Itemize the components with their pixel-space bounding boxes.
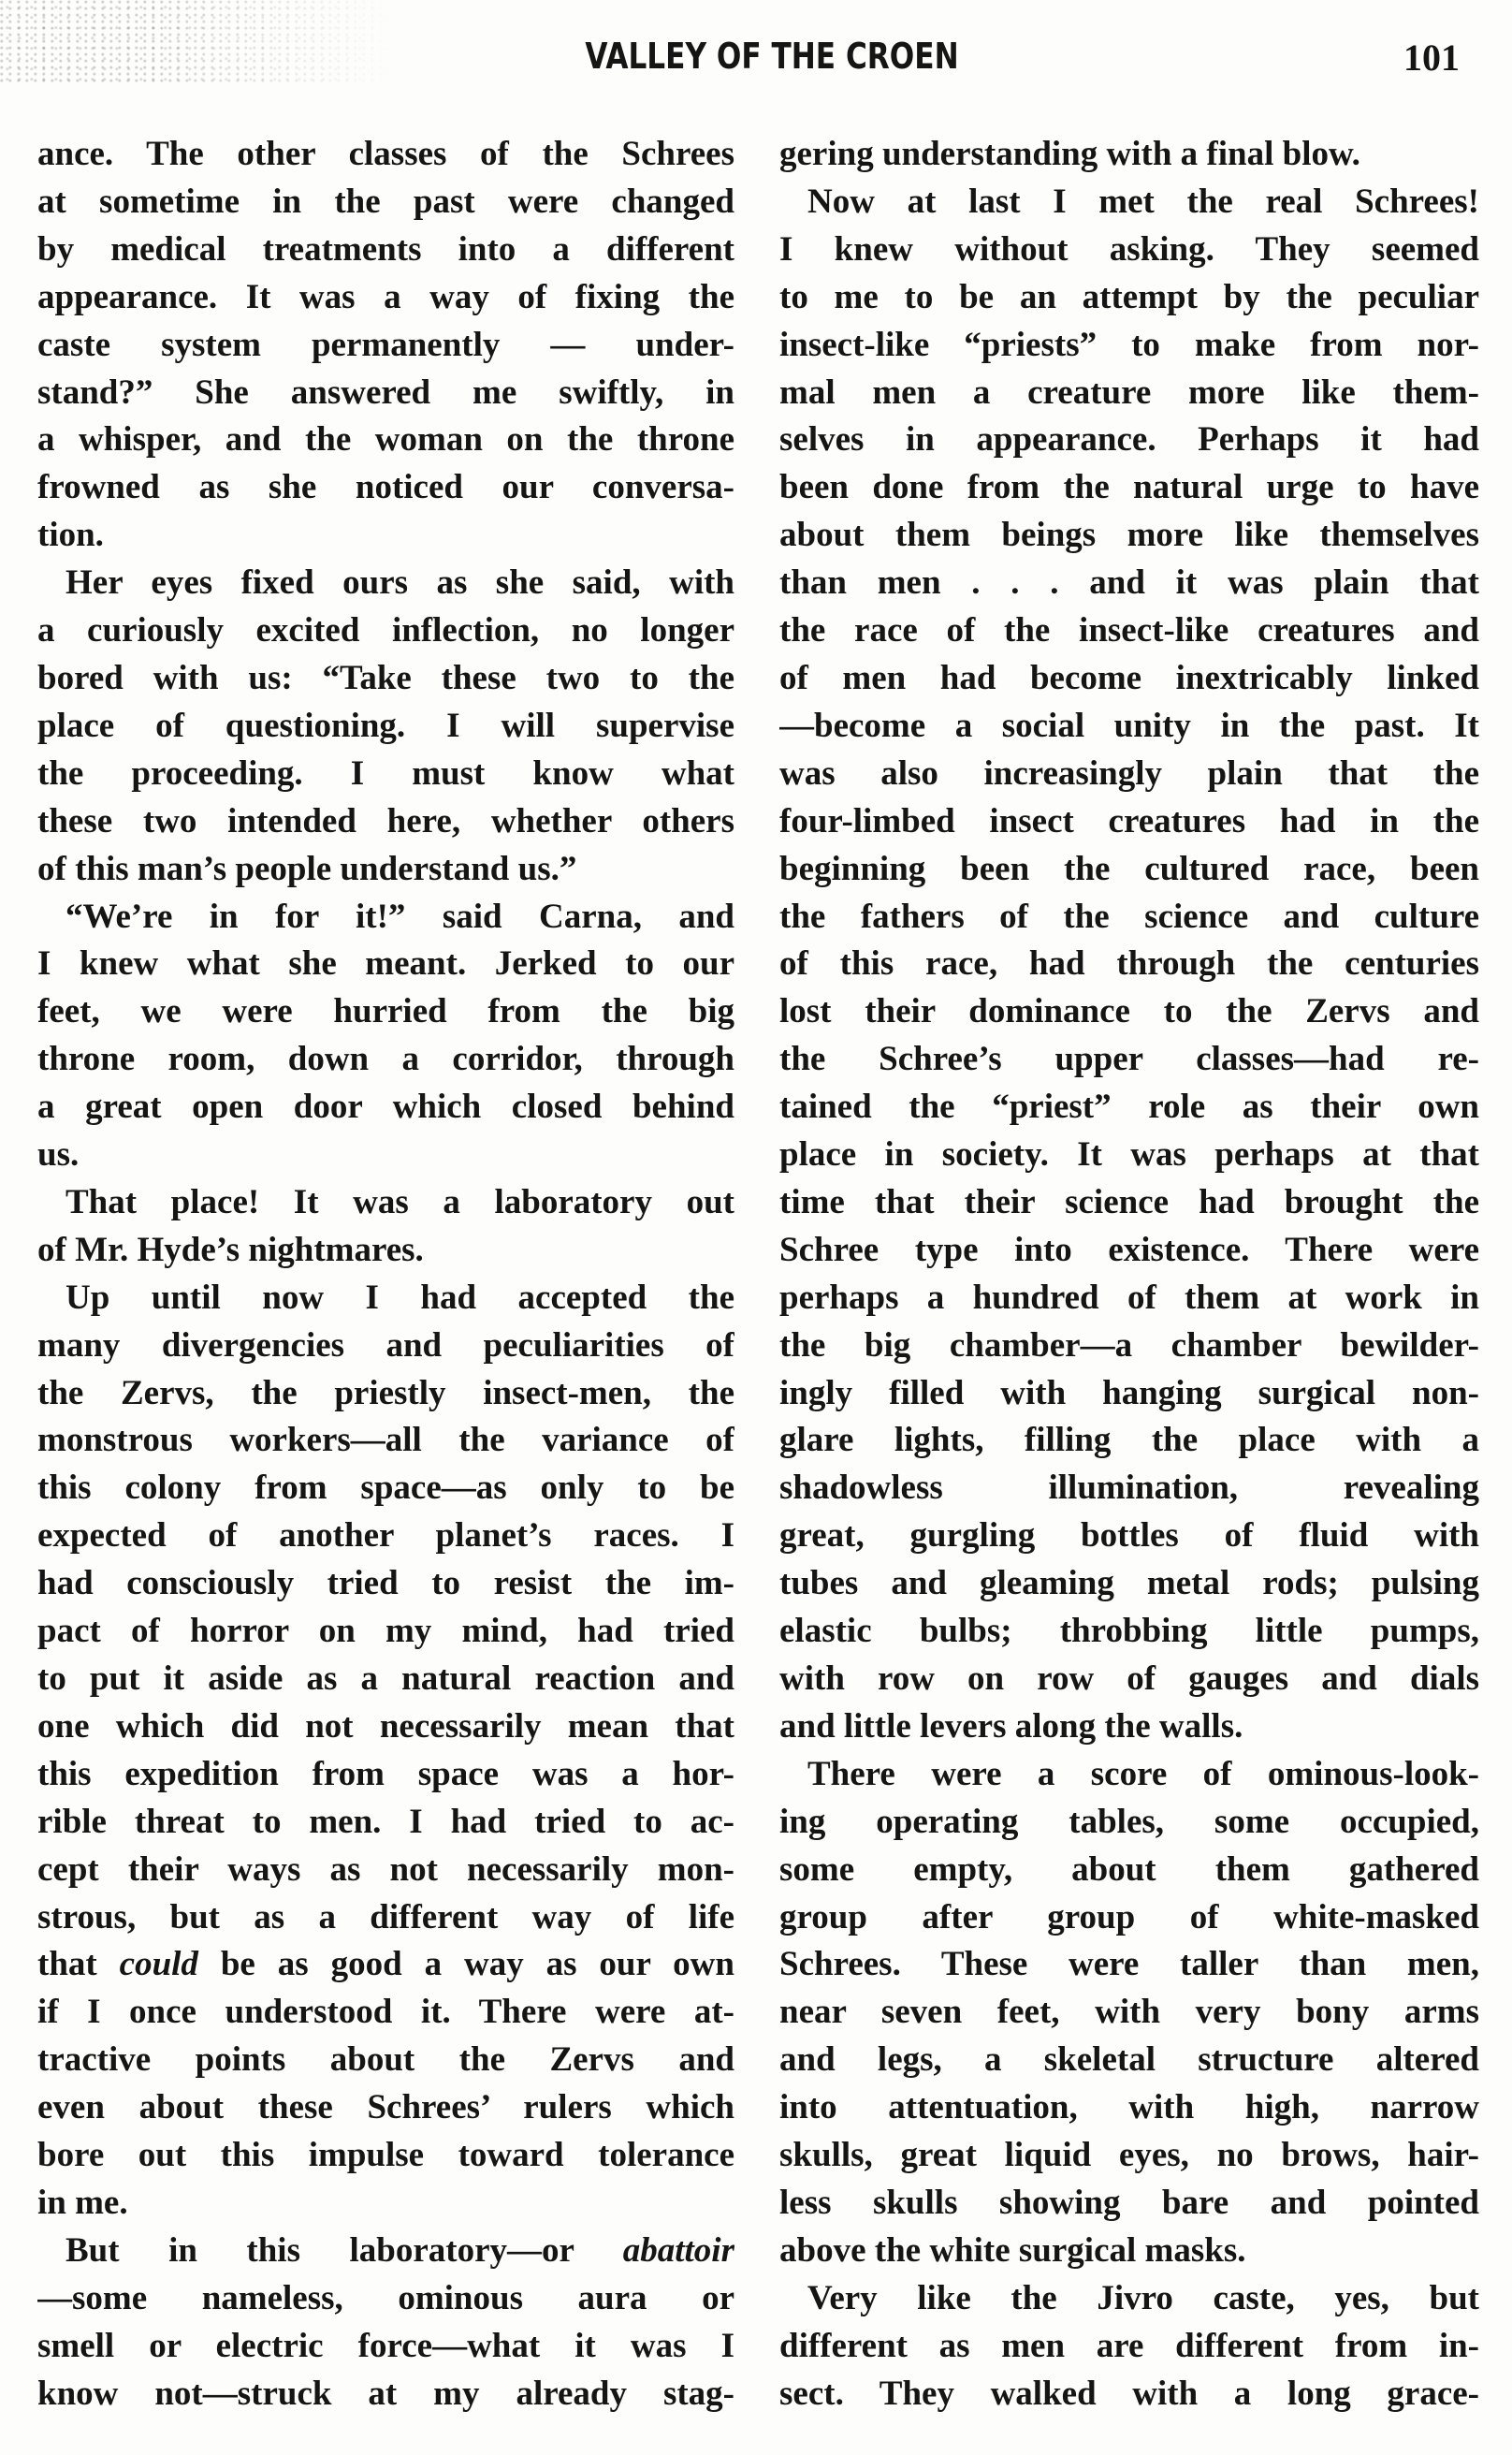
line-text: shadowless illumination, revealing: [779, 1469, 1479, 1508]
line-text: Now at last I met the real Schrees!: [807, 182, 1479, 221]
line-text: caste system permanently — under-: [37, 325, 734, 364]
line-text: time that their science had brought the: [779, 1182, 1479, 1221]
page-number: 101: [1403, 37, 1460, 79]
text-line: [37, 416, 734, 464]
text-line: [779, 798, 1479, 846]
text-line: [779, 1179, 1479, 1227]
text-line: [37, 1512, 734, 1560]
text-line: [37, 941, 734, 988]
text-line: [37, 2180, 734, 2228]
text-line: [37, 274, 734, 322]
line-text: great, gurgling bottles of fluid with: [779, 1516, 1479, 1556]
text-line: [779, 655, 1479, 703]
line-text: tubes and gleaming metal rods; pulsing: [779, 1564, 1479, 1603]
text-line: [779, 131, 1479, 179]
text-line: [37, 2371, 734, 2418]
line-text: tion.: [37, 516, 104, 555]
italic-text: could: [119, 1945, 198, 1984]
line-text: place in society. It was perhaps at that: [779, 1135, 1479, 1175]
text-line: [779, 2180, 1479, 2228]
line-text: a great open door which closed behind: [37, 1088, 734, 1127]
line-text: the big chamber—a chamber bewilder-: [779, 1325, 1479, 1365]
line-text: a whisper, and the woman on the throne: [37, 420, 734, 460]
text-line: [37, 1894, 734, 1942]
text-line: [779, 1275, 1479, 1322]
line-text: frowned as she noticed our conversa-: [37, 468, 734, 507]
line-text: some empty, about them gathered: [779, 1849, 1479, 1889]
text-line: [37, 1799, 734, 1847]
line-text: mal men a creature more like them-: [779, 373, 1479, 412]
line-text: a curiously excited inflection, no longer: [37, 611, 734, 650]
line-text: bored with us: “Take these two to the: [37, 658, 734, 697]
line-text: this colony from space—as only to be: [37, 1469, 734, 1508]
line-text: group after group of white-masked: [779, 1897, 1479, 1936]
text-line: [779, 2323, 1479, 2371]
running-head-title: VALLEY OF THE CROEN: [585, 36, 959, 77]
line-text: of this race, had through the centuries: [779, 944, 1479, 984]
text-line: [779, 1227, 1479, 1275]
text-line: [779, 1941, 1479, 1989]
text-line: [779, 1370, 1479, 1418]
line-text: “We’re in for it!” said Carna, and: [65, 897, 734, 936]
line-text: strous, but as a different way of life: [37, 1897, 734, 1936]
line-text: this expedition from space was a hor-: [37, 1754, 734, 1793]
line-text: by medical treatments into a different: [37, 229, 734, 269]
text-line: [37, 798, 734, 846]
text-line: [37, 1227, 734, 1275]
line-text: about them beings more like themselves: [779, 516, 1479, 555]
text-line: [37, 2132, 734, 2180]
text-line: [37, 227, 734, 274]
line-text: the Zervs, the priestly insect-men, the: [37, 1373, 734, 1412]
text-line: [37, 1608, 734, 1656]
text-line: [779, 894, 1479, 942]
line-text: the race of the insect-like creatures and: [779, 611, 1479, 650]
line-text: one which did not necessarily mean that: [37, 1706, 734, 1746]
text-line: [779, 416, 1479, 464]
line-text: sect. They walked with a long grace-: [779, 2374, 1479, 2413]
line-text: Her eyes fixed ours as she said, with: [65, 563, 734, 603]
line-text: that: [37, 1945, 120, 1984]
text-line: [37, 751, 734, 798]
line-text: four-limbed insect creatures had in the: [779, 801, 1479, 840]
paragraph: [37, 894, 734, 1179]
line-text: I knew without asking. They seemed: [779, 229, 1479, 269]
line-text: at sometime in the past were changed: [37, 182, 734, 221]
text-line: [37, 1751, 734, 1799]
text-line: [37, 988, 734, 1036]
text-line: [779, 703, 1479, 751]
line-text: monstrous workers—all the variance of: [37, 1421, 734, 1460]
line-text: above the white surgical masks.: [779, 2230, 1246, 2270]
text-line: [37, 1465, 734, 1512]
line-text: to me to be an attempt by the peculiar: [779, 277, 1479, 316]
text-line: [779, 1989, 1479, 2037]
line-text: Schree type into existence. There were: [779, 1230, 1479, 1269]
line-text: know not—struck at my already stag-: [37, 2374, 734, 2413]
text-line: [779, 1084, 1479, 1132]
text-line: [779, 988, 1479, 1036]
paragraph: [779, 1751, 1479, 2275]
text-line: [37, 560, 734, 607]
text-line: [779, 1656, 1479, 1703]
text-line: [37, 607, 734, 655]
line-text: less skulls showing bare and pointed: [779, 2183, 1479, 2222]
text-line: [37, 655, 734, 703]
paragraph: [37, 1179, 734, 1275]
text-line: [37, 322, 734, 370]
line-text: Up until now I had accepted the: [65, 1278, 734, 1317]
line-text: near seven feet, with very bony arms: [779, 1993, 1479, 2032]
text-line: [37, 131, 734, 179]
text-line: [779, 1847, 1479, 1894]
line-text: the fathers of the science and culture: [779, 897, 1479, 936]
line-text: insect-like “priests” to make from nor-: [779, 325, 1479, 364]
line-text: ing operating tables, some occupied,: [779, 1802, 1479, 1841]
line-text: and legs, a skeletal structure altered: [779, 2040, 1479, 2080]
line-text: skulls, great liquid eyes, no brows, hair-: [779, 2136, 1479, 2175]
text-line: [37, 1132, 734, 1179]
text-line: [779, 322, 1479, 370]
line-text: expected of another planet’s races. I: [37, 1516, 734, 1556]
line-text: place of questioning. I will supervise: [37, 706, 734, 745]
line-text: these two intended here, whether others: [37, 801, 734, 840]
text-line: [779, 512, 1479, 560]
line-text: elastic bulbs; throbbing little pumps,: [779, 1612, 1479, 1651]
text-line: [779, 2084, 1479, 2132]
line-text: beginning been the cultured race, been: [779, 849, 1479, 888]
text-line: [37, 1847, 734, 1894]
text-line: [37, 464, 734, 512]
text-line: [779, 846, 1479, 894]
line-text: smell or electric force—what it was I: [37, 2326, 734, 2365]
text-line: [37, 1989, 734, 2037]
line-text: into attentuation, with high, narrow: [779, 2088, 1479, 2127]
text-line: [37, 1036, 734, 1084]
line-text: perhaps a hundred of them at work in: [779, 1278, 1479, 1317]
paragraph: [37, 131, 734, 560]
paragraph: [779, 2275, 1479, 2418]
line-text: been done from the natural urge to have: [779, 468, 1479, 507]
line-text: appearance. It was a way of fixing the: [37, 277, 734, 316]
line-text: tractive points about the Zervs and: [37, 2040, 734, 2080]
text-line: [779, 1703, 1479, 1751]
text-line: [779, 1465, 1479, 1512]
text-line: [37, 1179, 734, 1227]
line-text: to put it aside as a natural reaction and: [37, 1659, 734, 1698]
text-line: [37, 1656, 734, 1703]
line-text: of Mr. Hyde’s nightmares.: [37, 1230, 424, 1269]
line-text: with row on row of gauges and dials: [779, 1659, 1479, 1698]
line-text: in me.: [37, 2183, 128, 2222]
text-line: [37, 512, 734, 560]
paragraph: [779, 179, 1479, 1751]
line-text: be as good a way as our own: [197, 1945, 734, 1984]
line-text: Schrees. These were taller than men,: [779, 1945, 1479, 1984]
text-line: [779, 1608, 1479, 1656]
text-line: [779, 2037, 1479, 2084]
text-line: [779, 1322, 1479, 1370]
line-text: even about these Schrees’ rulers which: [37, 2088, 734, 2127]
text-line: [37, 703, 734, 751]
text-line: [779, 1036, 1479, 1084]
line-text: selves in appearance. Perhaps it had: [779, 420, 1479, 460]
text-line: [37, 846, 734, 894]
line-text: —become a social unity in the past. It: [779, 706, 1479, 745]
line-text: stand?” She answered me swiftly, in: [37, 373, 734, 412]
line-text: us.: [37, 1135, 80, 1175]
text-line: [779, 2228, 1479, 2275]
paragraph: [37, 560, 734, 893]
text-line: [37, 2084, 734, 2132]
text-line: [779, 1894, 1479, 1942]
text-line: [779, 751, 1479, 798]
text-line: [779, 2275, 1479, 2323]
text-column-left: [37, 131, 734, 2418]
text-line: [779, 2371, 1479, 2418]
text-line: [37, 1322, 734, 1370]
paragraph: [37, 2228, 734, 2418]
text-line: [779, 179, 1479, 227]
text-line: [779, 1417, 1479, 1465]
text-line: [37, 1370, 734, 1418]
line-text: the Schree’s upper classes—had re-: [779, 1040, 1479, 1079]
line-text: glare lights, filling the place with a: [779, 1421, 1479, 1460]
text-line: [779, 274, 1479, 322]
line-text: bore out this impulse toward tolerance: [37, 2136, 734, 2175]
text-line: [779, 1799, 1479, 1847]
line-text: That place! It was a laboratory out: [65, 1182, 734, 1221]
line-text: tained the “priest” role as their own: [779, 1088, 1479, 1127]
line-text: throne room, down a corridor, through: [37, 1040, 734, 1079]
text-line: [37, 1560, 734, 1608]
line-text: feet, we were hurried from the big: [37, 992, 734, 1031]
line-text: —some nameless, ominous aura or: [37, 2278, 734, 2317]
line-text: and little levers along the walls.: [779, 1706, 1243, 1746]
text-line: [779, 1132, 1479, 1179]
text-line: [37, 1703, 734, 1751]
line-text: ingly filled with hanging surgical non-: [779, 1373, 1479, 1412]
line-text: I knew what she meant. Jerked to our: [37, 944, 734, 984]
text-line: [37, 894, 734, 942]
text-line: [37, 370, 734, 417]
line-text: was also increasingly plain that the: [779, 753, 1479, 793]
text-line: [37, 1417, 734, 1465]
text-line: [37, 179, 734, 227]
text-line: [779, 1751, 1479, 1799]
line-text: gering understanding with a final blow.: [779, 135, 1360, 173]
line-text: pact of horror on my mind, had tried: [37, 1612, 734, 1651]
text-line: [779, 2132, 1479, 2180]
line-text: There were a score of ominous-look-: [807, 1754, 1479, 1793]
line-text: than men . . . and it was plain that: [779, 563, 1479, 603]
text-line: [37, 2037, 734, 2084]
text-line: [37, 1084, 734, 1132]
paragraph: [37, 1275, 734, 2228]
line-text: Very like the Jivro caste, yes, but: [807, 2278, 1479, 2317]
text-line: [779, 941, 1479, 988]
text-line: [37, 1275, 734, 1322]
text-line: [779, 1512, 1479, 1560]
line-text: rible threat to men. I had tried to ac-: [37, 1802, 734, 1841]
line-text: But in this laboratory—or: [65, 2230, 623, 2270]
text-line: [779, 1560, 1479, 1608]
line-text: of this man’s people understand us.”: [37, 849, 577, 888]
italic-text: abattoir: [622, 2230, 734, 2270]
line-text: ance. The other classes of the Schrees: [37, 135, 734, 173]
text-line: [37, 2323, 734, 2371]
text-line: [37, 2228, 734, 2275]
text-column-right: [779, 131, 1479, 2418]
line-text: different as men are different from in-: [779, 2326, 1479, 2365]
text-line: [37, 2275, 734, 2323]
line-text: cept their ways as not necessarily mon-: [37, 1849, 734, 1889]
paragraph: [779, 131, 1479, 179]
text-line: [779, 464, 1479, 512]
line-text: if I once understood it. There were at-: [37, 1993, 734, 2032]
text-line: [779, 607, 1479, 655]
text-line: [779, 560, 1479, 607]
line-text: had consciously tried to resist the im-: [37, 1564, 734, 1603]
text-line: [779, 370, 1479, 417]
line-text: the proceeding. I must know what: [37, 753, 734, 793]
text-line: [779, 227, 1479, 274]
line-text: many divergencies and peculiarities of: [37, 1325, 734, 1365]
line-text: lost their dominance to the Zervs and: [779, 992, 1479, 1031]
line-text: of men had become inextricably linked: [779, 658, 1479, 697]
text-line: [37, 1941, 734, 1989]
